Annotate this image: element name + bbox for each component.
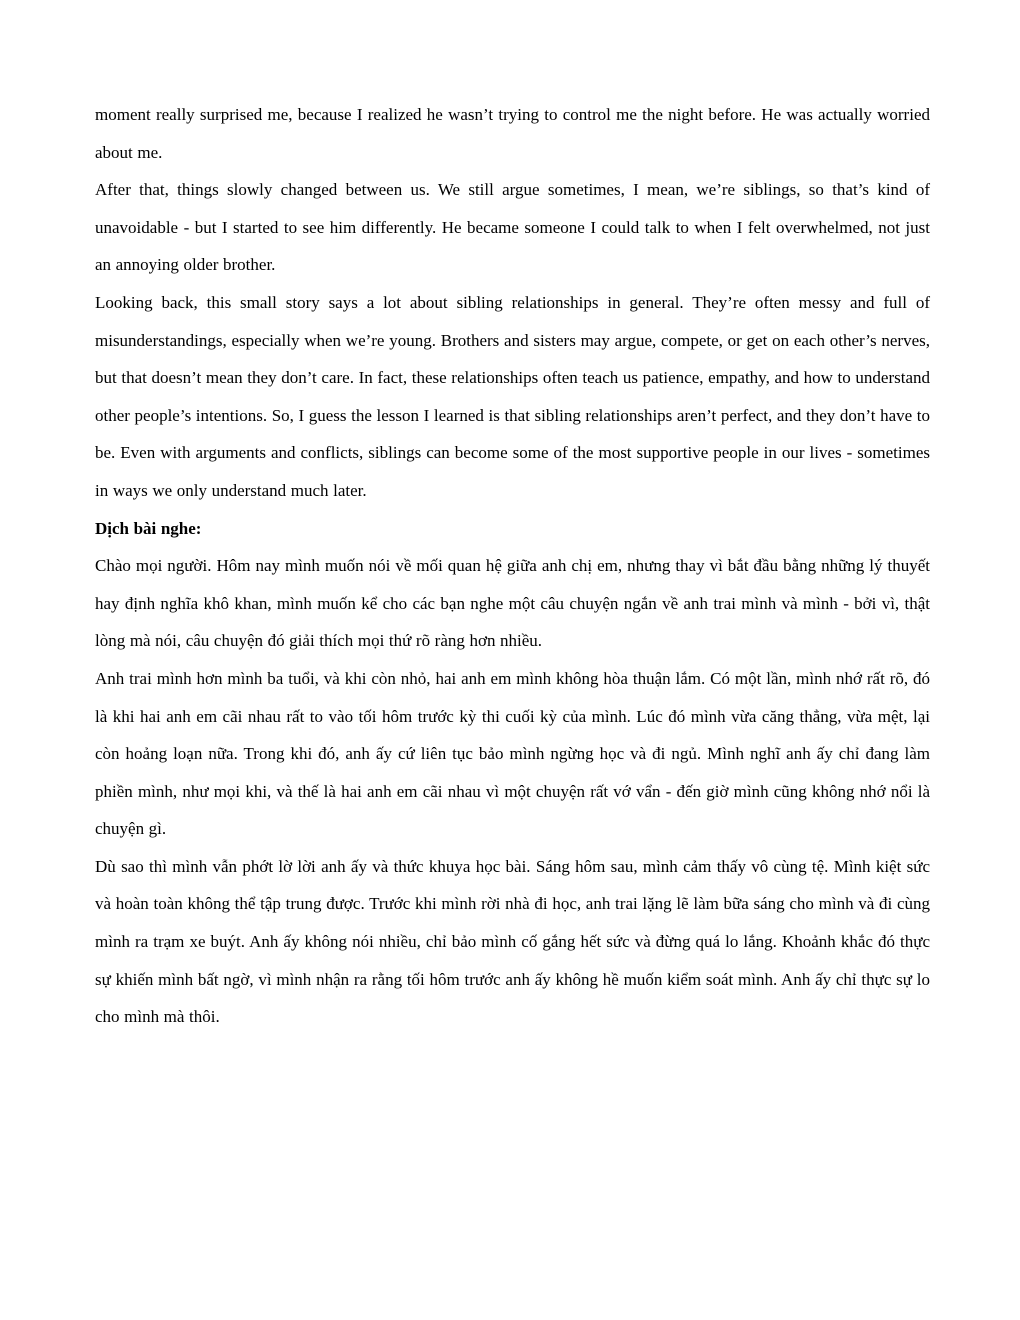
paragraph-english-1: moment really surprised me, because I realized he wasn’t trying to control me the night before. He was actually worried about me.: [95, 105, 930, 162]
paragraph-english-3: Looking back, this small story says a lot about sibling relationships in general. They’re often messy and full of misunderstandings, especially when we’re young. Brothers and sisters may argue, compete, or get on each other’s nerves, but that doesn’t mean they don’t care. In fact, these relationships often teach us patience, empathy, and how to understand other people’s intentions. So, I guess the lesson I learned is that sibling relationships aren’t perfect, and they don’t have to be. Even with arguments and conflicts, siblings can become some of the most supportive people in our lives - sometimes in ways we only understand much later.: [95, 292, 930, 500]
translation-section-heading: Dịch bài nghe:: [95, 518, 202, 538]
paragraph-vietnamese-3: Dù sao thì mình vẫn phớt lờ lời anh ấy và thức khuya học bài. Sáng hôm sau, mình cảm thấy vô cùng tệ. Mình kiệt sức và hoàn toàn không thể tập trung được. Trước khi mình rời nhà đi học, anh trai lặng lẽ làm bữa sáng cho mình và đi cùng mình ra trạm xe buýt. Anh ấy không nói nhiều, chỉ bảo mình cố gắng hết sức và đừng quá lo lắng. Khoảnh khắc đó thực sự khiến mình bất ngờ, vì mình nhận ra rằng tối hôm trước anh ấy không hề muốn kiểm soát mình. Anh ấy chỉ thực sự lo cho mình mà thôi.: [95, 856, 930, 1027]
paragraph-vietnamese-1: Chào mọi người. Hôm nay mình muốn nói về mối quan hệ giữa anh chị em, nhưng thay vì bắt đầu bằng những lý thuyết hay định nghĩa khô khan, mình muốn kể cho các bạn nghe một câu chuyện ngắn về anh trai mình và mình - bởi vì, thật lòng mà nói, câu chuyện đó giải thích mọi thứ rõ ràng hơn nhiều.: [95, 556, 930, 651]
paragraph-vietnamese-2: Anh trai mình hơn mình ba tuổi, và khi còn nhỏ, hai anh em mình không hòa thuận lắm. Có một lần, mình nhớ rất rõ, đó là khi hai anh em cãi nhau rất to vào tối hôm trước kỳ thi cuối kỳ của mình. Lúc đó mình vừa căng thẳng, vừa mệt, lại còn hoảng loạn nữa. Trong khi đó, anh ấy cứ liên tục bảo mình ngừng học và đi ngủ. Mình nghĩ anh ấy chỉ đang làm phiền mình, như mọi khi, và thế là hai anh em cãi nhau vì một chuyện rất vớ vẩn - đến giờ mình cũng không nhớ nổi là chuyện gì.: [95, 668, 930, 839]
paragraph-english-2: After that, things slowly changed between us. We still argue sometimes, I mean, we’re siblings, so that’s kind of unavoidable - but I started to see him differently. He became someone I could talk to when I felt overwhelmed, not just an annoying older brother.: [95, 180, 930, 275]
